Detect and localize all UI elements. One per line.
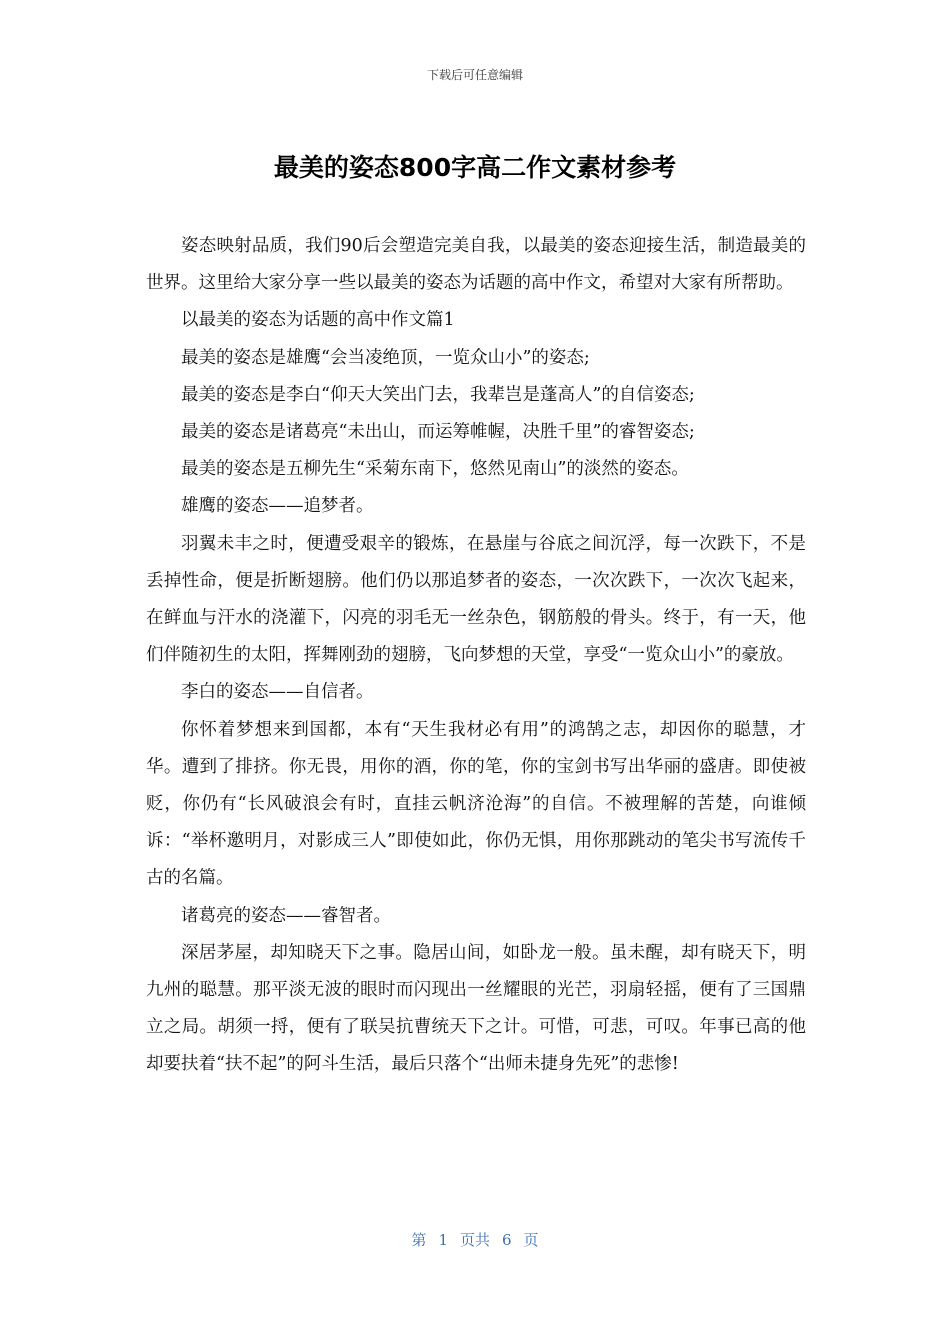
document-title: 最美的姿态800字高二作文素材参考	[273, 153, 677, 182]
section-heading: 李白的姿态——自信者。	[181, 682, 374, 703]
body-paragraph: 最美的姿态是李白“仰天大笑出门去，我辈岂是蓬高人”的自信姿态;	[181, 384, 695, 405]
body-paragraph: 最美的姿态是雄鹰“会当凌绝顶，一览众山小”的姿态;	[181, 347, 590, 368]
body-paragraph: 最美的姿态是五柳先生“采菊东南下，悠然见南山”的淡然的姿态。	[181, 459, 689, 480]
footer-prefix: 第	[411, 1231, 427, 1249]
essay-heading: 以最美的姿态为话题的高中作文篇1	[181, 310, 455, 331]
intro-paragraph: 姿态映射品质，我们90后会塑造完美自我，以最美的姿态迎接生活，制造最美的世界。这里给大家分享一些以最美的姿态为话题的高中作文，希望对大家有所帮助。	[146, 236, 806, 294]
body-paragraph: 你怀着梦想来到国都，本有“天生我材必有用”的鸿鹄之志，却因你的聪慧，才华。遭到了排挤。你无畏，用你的酒，你的笔，你的宝剑书写出华丽的盛唐。即使被贬，你仍有“长风破浪会有时，直挂云帆济沧海”的自信。不被理解的苦楚，向谁倾诉：“举杯邀明月，对影成三人”即使如此，你仍无惧，用你那跳动的笔尖书写流传千古的名篇。	[146, 719, 806, 889]
footer-suffix: 页	[523, 1231, 539, 1249]
footer-current-page: 1	[438, 1231, 448, 1249]
footer-middle: 页共	[459, 1231, 490, 1249]
page-header-note: 下载后可任意编辑	[426, 68, 523, 82]
footer-total-pages: 6	[502, 1231, 512, 1249]
body-paragraph: 最美的姿态是诸葛亮“未出山，而运筹帷幄，决胜千里”的睿智姿态;	[181, 422, 695, 443]
article-body	[146, 228, 806, 1084]
section-heading: 诸葛亮的姿态——睿智者。	[181, 905, 391, 926]
body-paragraph: 羽翼未丰之时，便遭受艰辛的锻炼，在悬崖与谷底之间沉浮，每一次跌下，不是丢掉性命，便是折断翅膀。他们仍以那追梦者的姿态，一次次跌下，一次次飞起来，在鲜血与汗水的浇灌下，闪亮的羽毛无一丝杂色，钢筋般的骨头。终于，有一天，他们伴随初生的太阳，挥舞刚劲的翅膀，飞向梦想的天堂，享受“一览众山小”的豪放。	[146, 533, 806, 666]
section-heading: 雄鹰的姿态——追梦者。	[181, 496, 374, 517]
body-paragraph: 深居茅屋，却知晓天下之事。隐居山间，如卧龙一般。虽未醒，却有晓天下，明九州的聪慧。那平淡无波的眼时而闪现出一丝耀眼的光芒，羽扇轻摇，便有了三国鼎立之局。胡须一捋，便有了联吴抗曹统天下之计。可惜，可悲，可叹。年事已高的他却要扶着“扶不起”的阿斗生活，最后只落个“出师未捷身先死”的悲惨!	[146, 942, 806, 1075]
page-footer	[0, 1229, 950, 1250]
